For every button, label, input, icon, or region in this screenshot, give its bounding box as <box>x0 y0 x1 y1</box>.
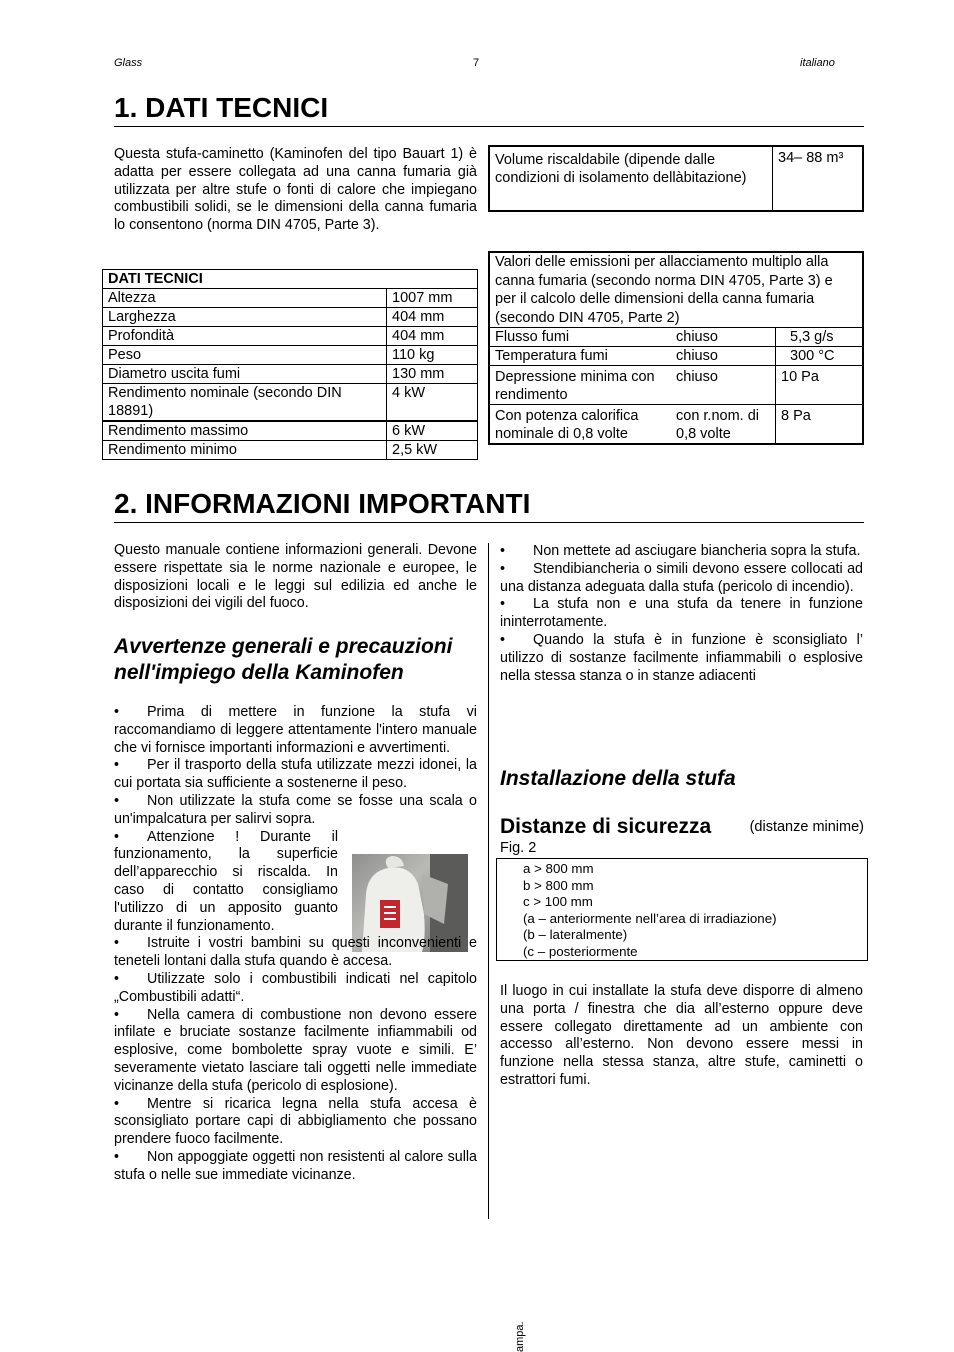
specs-table-title: DATI TECNICI <box>103 270 478 289</box>
bullet-text: Quando la stufa è in funzione è sconsigliato l’ utilizzo di sostanze facilmente infiammabili o esplosive nella stessa stanza o in stanze adiacenti <box>500 631 863 684</box>
bullet-icon: • <box>114 828 120 845</box>
warning-bullet <box>114 1007 477 1096</box>
warning-bullet <box>114 971 477 1007</box>
emissions-table <box>488 251 864 445</box>
specs-value: 404 mm <box>387 308 478 327</box>
bullet-icon: • <box>114 1006 120 1023</box>
emissions-row <box>489 366 863 405</box>
specs-value: 4 kW <box>387 384 478 422</box>
bullet-icon: • <box>114 935 120 952</box>
header-page-number: 7 <box>473 57 480 69</box>
specs-value: 130 mm <box>387 365 478 384</box>
emissions-label: Temperatura fumi <box>489 347 671 366</box>
bullets-left <box>114 704 477 1185</box>
bullet-text: Non mettete ad asciugare biancheria sopra la stufa. <box>533 543 861 559</box>
distance-line: (b – lateralmente) <box>523 927 628 942</box>
bullet-text: Per il trasporto della stufa utilizzate mezzi idonei, la cui portata sia sufficiente a sostenerne il peso. <box>114 757 477 792</box>
distance-line: (c – posteriormente <box>523 943 638 959</box>
bullet-icon: • <box>500 543 506 559</box>
specs-row <box>103 441 478 460</box>
header-doc-name: Glass <box>114 57 143 69</box>
specs-table <box>102 269 478 460</box>
emissions-value: 8 Pa <box>781 408 811 424</box>
bullet-text: Nella camera di combustione non devono essere infilate e bruciate sostanze facilmente infiammabili od esplosive, come bombolette spray vuote e simili. E’ severamente vietato lasciare tali oggetti nelle immediate vicinanze della stufa (pericolo di esplosione). <box>114 1006 477 1094</box>
emissions-condition: chiuso <box>671 347 776 366</box>
warning-bullet <box>500 632 863 685</box>
specs-value: 2,5 kW <box>387 441 478 460</box>
bullet-text: La stufa non e una stufa da tenere in funzione ininterrotamente. <box>500 596 863 631</box>
bullet-icon: • <box>114 1148 120 1165</box>
warning-bullet <box>114 935 477 971</box>
specs-row <box>103 289 478 308</box>
section2-closing: Il luogo in cui installate la stufa deve disporre di almeno una porta / finestra che dia all’esterno oppure deve essere collegato direttamente ad un ambiente con accesso all’esterno. Non devono essere messi in funzione nella stessa stanza, altre stufe, caminetti o estrattori fumi. <box>500 983 863 1088</box>
bullet-text: Stendibiancheria o simili devono essere collocati ad una distanza adeguata dalla stufa (pericolo di incendio). <box>500 560 863 595</box>
distance-line: c > 100 mm <box>523 894 593 909</box>
bullet-icon: • <box>500 560 506 577</box>
section-title-dati-tecnici: 1. DATI TECNICI <box>114 90 864 127</box>
bullet-icon: • <box>114 792 120 809</box>
bullet-text: Non utilizzate la stufa come se fosse una scala o un'impalcatura per salirvi sopra. <box>114 792 477 827</box>
emissions-label: Flusso fumi <box>489 328 671 347</box>
warning-bullet <box>114 1149 477 1185</box>
specs-value: 110 kg <box>387 346 478 365</box>
emissions-value: 5,3 g/s <box>776 328 864 347</box>
bullet-icon: • <box>114 1095 120 1112</box>
emissions-condition: chiuso <box>671 366 776 405</box>
section1-intro: Questa stufa-caminetto (Kaminofen del tipo Bauart 1) è adatta per essere collegata ad una canna fumaria già utilizzata per altre stufe o fonti di calore che impiegano combustibili solidi, se le dimensioni della canna fumaria lo consentono (norma DIN 4705, Parte 3). <box>114 146 477 234</box>
bullet-text: Attenzione ! Durante il funzionamento, la superficie dell’apparecchio si riscalda. In caso di contatto consigliamo l'utilizzo di un apposito guanto durante il funzionamento. <box>114 828 338 934</box>
bullet-icon: • <box>114 757 120 774</box>
volume-value: 34– 88 m³ <box>773 146 864 211</box>
emissions-header: Valori delle emissioni per allacciamento multiplo alla canna fumaria (secondo norma DIN 4705, Parte 3) e per il calcolo delle dimensioni della canna fumaria (secondo DIN 4705, Parte 2) <box>489 252 863 328</box>
bullet-icon: • <box>114 970 120 987</box>
emissions-label: Con potenza calorifica nominale di 0,8 volte <box>495 408 639 442</box>
specs-label: Altezza <box>103 289 387 308</box>
emissions-condition: chiuso <box>671 328 776 347</box>
bullets-right <box>500 543 863 685</box>
specs-value: 404 mm <box>387 327 478 346</box>
warning-bullet <box>500 561 863 597</box>
bullet-icon: • <box>500 596 506 613</box>
bullet-text: Mentre si ricarica legna nella stufa accesa è sconsigliato portare capi di abbigliamento che possano prendere fuoco facilmente. <box>114 1095 477 1148</box>
warning-bullet <box>114 1096 477 1149</box>
column-divider <box>488 543 489 1219</box>
warnings-title: Avvertenze generali e precauzioni nell'impiego della Kaminofen <box>114 635 453 684</box>
specs-row <box>103 365 478 384</box>
warning-bullet <box>500 543 863 561</box>
specs-row <box>103 421 478 441</box>
specs-label: Peso <box>103 346 387 365</box>
warning-bullet <box>114 757 477 793</box>
specs-value: 1007 mm <box>387 289 478 308</box>
volume-table <box>488 145 864 212</box>
specs-row <box>103 327 478 346</box>
section-title-informazioni: 2. INFORMAZIONI IMPORTANTI <box>114 486 864 523</box>
specs-value: 6 kW <box>387 421 478 441</box>
bullet-text: Non appoggiate oggetti non resistenti al calore sulla stufa o nelle sue immediate vicinanze. <box>114 1148 477 1183</box>
bullet-icon: • <box>500 631 506 648</box>
warning-bullet <box>114 829 338 936</box>
specs-row <box>103 346 478 365</box>
emissions-value: 10 Pa <box>776 366 864 405</box>
distances-box <box>496 858 868 961</box>
distance-line: a > 800 mm <box>523 861 594 876</box>
emissions-value: 300 °C <box>776 347 864 366</box>
distances-note: (distanze minime) <box>749 819 864 835</box>
distance-line: b > 800 mm <box>523 877 594 893</box>
specs-label: Rendimento minimo <box>103 441 387 460</box>
bullet-text: Istruite i vostri bambini su questi inconvenienti e teneteli lontani dalla stufa quando è accesa. <box>114 935 477 970</box>
warning-bullet <box>114 793 477 829</box>
section2-intro: Questo manuale contiene informazioni generali. Devone essere rispettate sia le norme nazionale e europee, le disposizioni locali e le leggi sul edilizia ed anche le disposizioni dei vigili del fuoco. <box>114 542 477 612</box>
distances-heading <box>500 814 864 842</box>
emissions-label: Depressione minima con rendimento <box>489 366 671 405</box>
specs-row <box>103 384 478 422</box>
specs-label: Diametro uscita fumi <box>103 365 387 384</box>
specs-row <box>103 308 478 327</box>
specs-label: Rendimento nominale (secondo DIN 18891) <box>103 384 387 422</box>
warning-bullet <box>114 704 477 757</box>
emissions-condition: con r.nom. di 0,8 volte <box>671 405 776 445</box>
fig-label: Fig. 2 <box>500 840 537 856</box>
distances-title: Distanze di sicurezza <box>500 815 712 838</box>
bullet-text: Prima di mettere in funzione la stufa vi raccomandiamo di leggere attentamente l'intero manuale che vi fornisce importanti informazioni e avvertimenti. <box>114 704 477 756</box>
bullet-icon: • <box>114 704 120 720</box>
specs-label: Rendimento massimo <box>103 421 387 441</box>
install-title: Installazione della stufa <box>500 767 736 790</box>
distance-line: (a – anteriormente nell’area di irradiazione) <box>523 910 777 926</box>
specs-label: Larghezza <box>103 308 387 327</box>
emissions-row <box>489 347 863 366</box>
emissions-row <box>489 405 863 445</box>
bullet-text: Utilizzate solo i combustibili indicati nel capitolo „Combustibili adatti“. <box>114 970 477 1005</box>
header-language: italiano <box>800 57 835 69</box>
warning-bullet <box>500 596 863 632</box>
emissions-row <box>489 328 863 347</box>
volume-label: Volume riscaldabile (dipende dalle condizioni di isolamento dellàbitazione) <box>489 146 773 211</box>
specs-label: Profondità <box>103 327 387 346</box>
footer-fragment: ampa. <box>514 1321 526 1352</box>
